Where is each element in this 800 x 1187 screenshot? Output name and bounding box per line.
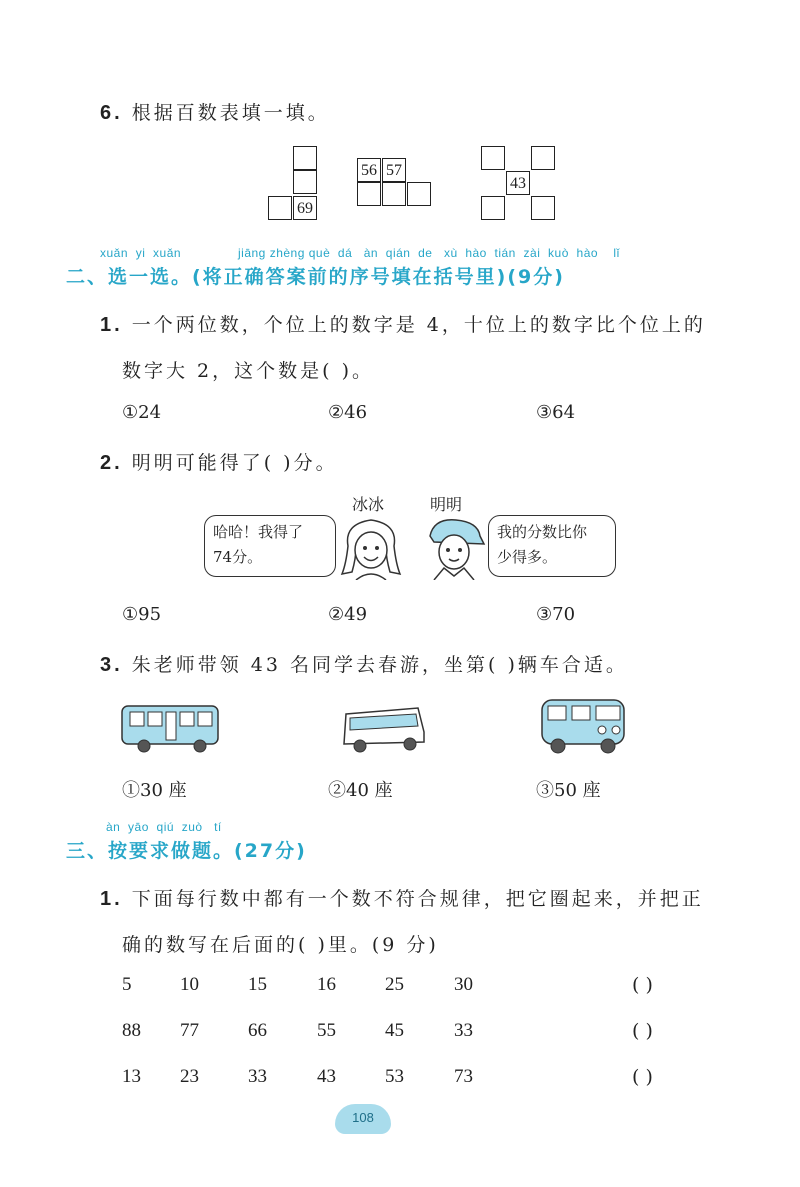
bus-50-seat-icon (538, 696, 628, 756)
page-number-badge (335, 1104, 391, 1134)
speech-bubble-left (204, 515, 336, 577)
q6-number: 6. (100, 102, 123, 124)
s2q2-line (100, 448, 338, 475)
s2q2-text: 明明可能得了( )分。 (131, 452, 338, 474)
s3q1-line2: 确的数写在后面的( )里。(9 分) (122, 934, 439, 956)
grid-cell[interactable] (407, 182, 431, 206)
section2-pinyin-b: jiāng zhèng què dá àn qián de xù hào tián zài kuò hào lǐ (238, 246, 620, 260)
s2q1-option-3[interactable]: ③64 (536, 402, 576, 423)
grid-cell[interactable] (531, 146, 555, 170)
section3-pinyin: àn yāo qiú zuò tí (106, 820, 222, 834)
q6-text: 根据百数表填一填。 (131, 102, 330, 124)
number-cell[interactable]: 55 (317, 1020, 336, 1041)
s2q1-line1 (100, 310, 706, 337)
bus-30-seat-icon (120, 702, 220, 754)
number-cell[interactable]: 33 (248, 1066, 267, 1087)
bubble-right-line1: 我的分数比你 (497, 523, 588, 541)
s3q1-number: 1. (100, 888, 123, 910)
answer-paren-1[interactable]: ( ) (632, 974, 653, 996)
section2-title: 二、选一选。(将正确答案前的序号填在括号里)(9分) (66, 266, 565, 288)
number-cell[interactable]: 13 (122, 1066, 141, 1087)
grid-cell[interactable] (357, 182, 381, 206)
grid-cell[interactable] (481, 196, 505, 220)
grid-cell-value: 56 (357, 158, 381, 182)
answer-paren-2[interactable]: ( ) (632, 1020, 653, 1042)
number-cell[interactable]: 66 (248, 1020, 267, 1041)
s2q2-number: 2. (100, 452, 123, 474)
s2q2-option-3[interactable]: ③70 (536, 604, 576, 625)
boy-illustration (420, 514, 486, 580)
s2q1-text-1: 一个两位数，个位上的数字是 4，十位上的数字比个位上的 (131, 314, 706, 336)
number-cell[interactable]: 33 (454, 1020, 473, 1041)
grid-cell[interactable] (293, 146, 317, 170)
number-cell[interactable]: 25 (385, 974, 404, 995)
grid-cell[interactable] (268, 196, 292, 220)
number-cell[interactable]: 88 (122, 1020, 141, 1041)
grid-cell[interactable] (481, 146, 505, 170)
section3-title: 三、按要求做题。(27分) (66, 840, 307, 862)
number-cell[interactable]: 10 (180, 974, 199, 995)
s2q1-option-2[interactable]: ②46 (328, 402, 368, 423)
s2q1-option-1[interactable]: ①24 (122, 402, 162, 423)
bubble-left-line2: 74分。 (213, 548, 263, 566)
s2q3-option-3[interactable]: ③50 座 (536, 780, 601, 801)
s2q3-option-2[interactable]: ②40 座 (328, 780, 393, 801)
number-cell[interactable]: 45 (385, 1020, 404, 1041)
speech-bubble-right (488, 515, 616, 577)
s2q3-number: 3. (100, 654, 123, 676)
s3q1-line1 (100, 884, 704, 911)
s3q1-text-1: 下面每行数中都有一个数不符合规律，把它圈起来，并把正 (131, 888, 704, 910)
number-cell[interactable]: 15 (248, 974, 267, 995)
name-mingming: 明明 (430, 495, 463, 514)
number-cell[interactable]: 53 (385, 1066, 404, 1087)
answer-paren-3[interactable]: ( ) (632, 1066, 653, 1088)
grid-cell-value: 43 (506, 171, 530, 195)
s2q1-number: 1. (100, 314, 123, 336)
number-cell[interactable]: 43 (317, 1066, 336, 1087)
number-cell[interactable]: 73 (454, 1066, 473, 1087)
s2q3-text: 朱老师带领 43 名同学去春游，坐第( )辆车合适。 (131, 654, 628, 676)
grid-cell[interactable] (382, 182, 406, 206)
grid-cell-value: 57 (382, 158, 406, 182)
name-bingbing: 冰冰 (352, 495, 385, 514)
page-number: 108 (352, 1110, 374, 1125)
q6-line (100, 98, 330, 125)
s2q1-line2: 数字大 2，这个数是( )。 (122, 360, 374, 382)
number-cell[interactable]: 16 (317, 974, 336, 995)
s2q2-option-2[interactable]: ②49 (328, 604, 368, 625)
grid-cell[interactable] (531, 196, 555, 220)
girl-illustration (334, 514, 408, 580)
s2q3-option-1[interactable]: ①30 座 (122, 780, 187, 801)
number-cell[interactable]: 77 (180, 1020, 199, 1041)
bubble-left-line1: 哈哈！我得了 (213, 523, 304, 541)
bus-40-seat-icon (340, 702, 426, 754)
number-cell[interactable]: 30 (454, 974, 473, 995)
number-cell[interactable]: 5 (122, 974, 132, 995)
grid-cell-value: 69 (293, 196, 317, 220)
bubble-right-line2: 少得多。 (497, 548, 558, 566)
s2q2-option-1[interactable]: ①95 (122, 604, 162, 625)
number-cell[interactable]: 23 (180, 1066, 199, 1087)
s2q3-line (100, 650, 628, 677)
section2-pinyin-a: xuǎn yi xuǎn (100, 246, 182, 260)
grid-cell[interactable] (293, 170, 317, 194)
